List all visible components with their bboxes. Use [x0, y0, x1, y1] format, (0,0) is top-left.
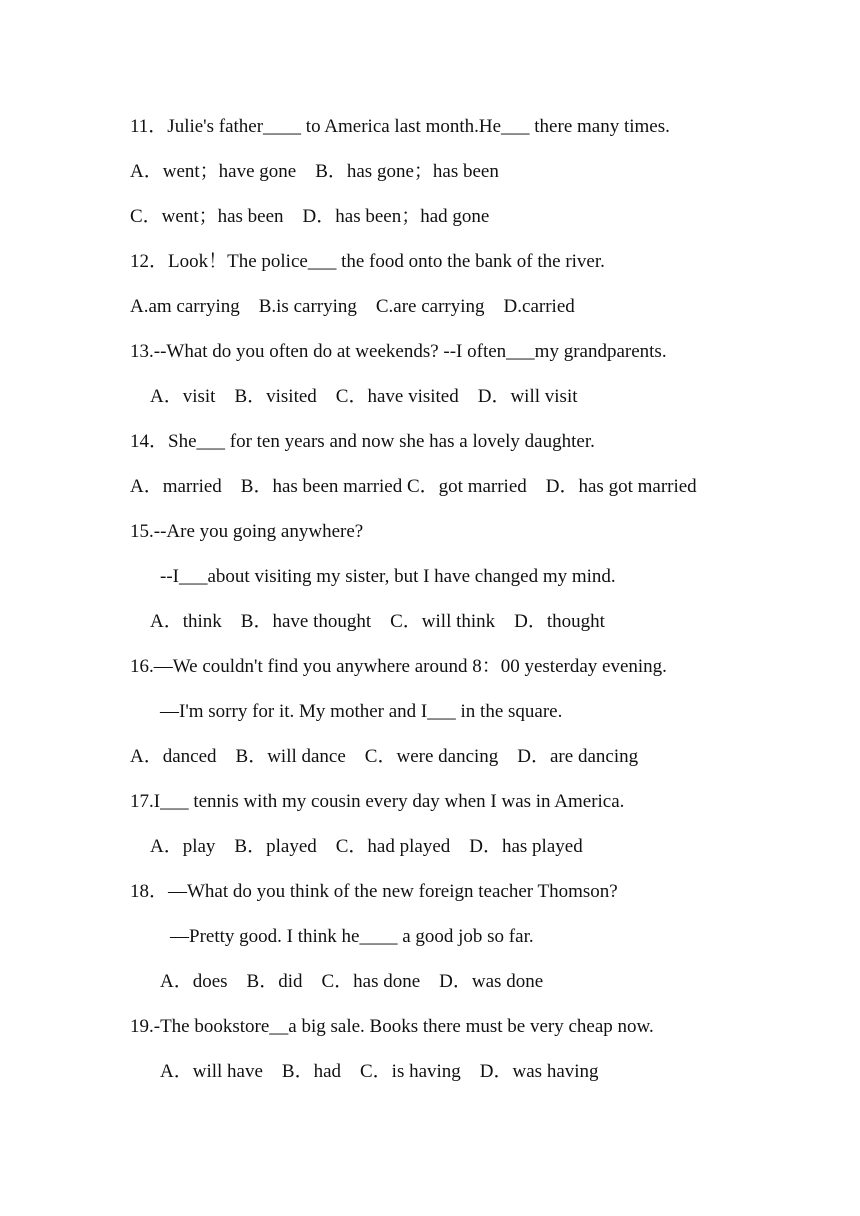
question-14-stem: 14．She___ for ten years and now she has a lovely daughter.: [130, 431, 595, 452]
question-18-reply: —Pretty good. I think he____ a good job so far.: [170, 926, 534, 947]
question-15-reply: --I___about visiting my sister, but I have changed my mind.: [160, 566, 616, 587]
question-19-stem: 19.-The bookstore__a big sale. Books there must be very cheap now.: [130, 1016, 654, 1037]
question-18-options: A．does B．did C．has done D．was done: [160, 971, 544, 992]
question-15-stem: 15.--Are you going anywhere?: [130, 521, 364, 542]
question-11-options-row-2: C．went；has been D．has been；had gone: [130, 206, 490, 227]
question-16-reply: —I'm sorry for it. My mother and I___ in the square.: [160, 701, 563, 722]
question-19-options: A．will have B．had C．is having D．was having: [160, 1061, 599, 1082]
question-14-options: A．married B．has been married C．got married D．has got married: [130, 476, 697, 497]
question-17-stem: 17.I___ tennis with my cousin every day when I was in America.: [130, 791, 625, 812]
question-11-stem: 11．Julie's father____ to America last month.He___ there many times.: [130, 116, 670, 137]
question-15-options: A．think B．have thought C．will think D．thought: [150, 611, 605, 632]
question-12-options: A.am carrying B.is carrying C.are carrying D.carried: [130, 296, 575, 317]
question-13-options: A．visit B．visited C．have visited D．will visit: [150, 386, 578, 407]
question-11-options-row-1: A．went；have gone B．has gone；has been: [130, 161, 499, 182]
question-12-stem: 12．Look！The police___ the food onto the bank of the river.: [130, 251, 605, 272]
question-13-stem: 13.--What do you often do at weekends? --I often___my grandparents.: [130, 341, 667, 362]
question-17-options: A．play B．played C．had played D．has played: [150, 836, 583, 857]
question-18-stem: 18．—What do you think of the new foreign teacher Thomson?: [130, 881, 618, 902]
question-16-options: A．danced B．will dance C．were dancing D．are dancing: [130, 746, 639, 767]
question-16-stem: 16.—We couldn't find you anywhere around 8：00 yesterday evening.: [130, 656, 667, 677]
